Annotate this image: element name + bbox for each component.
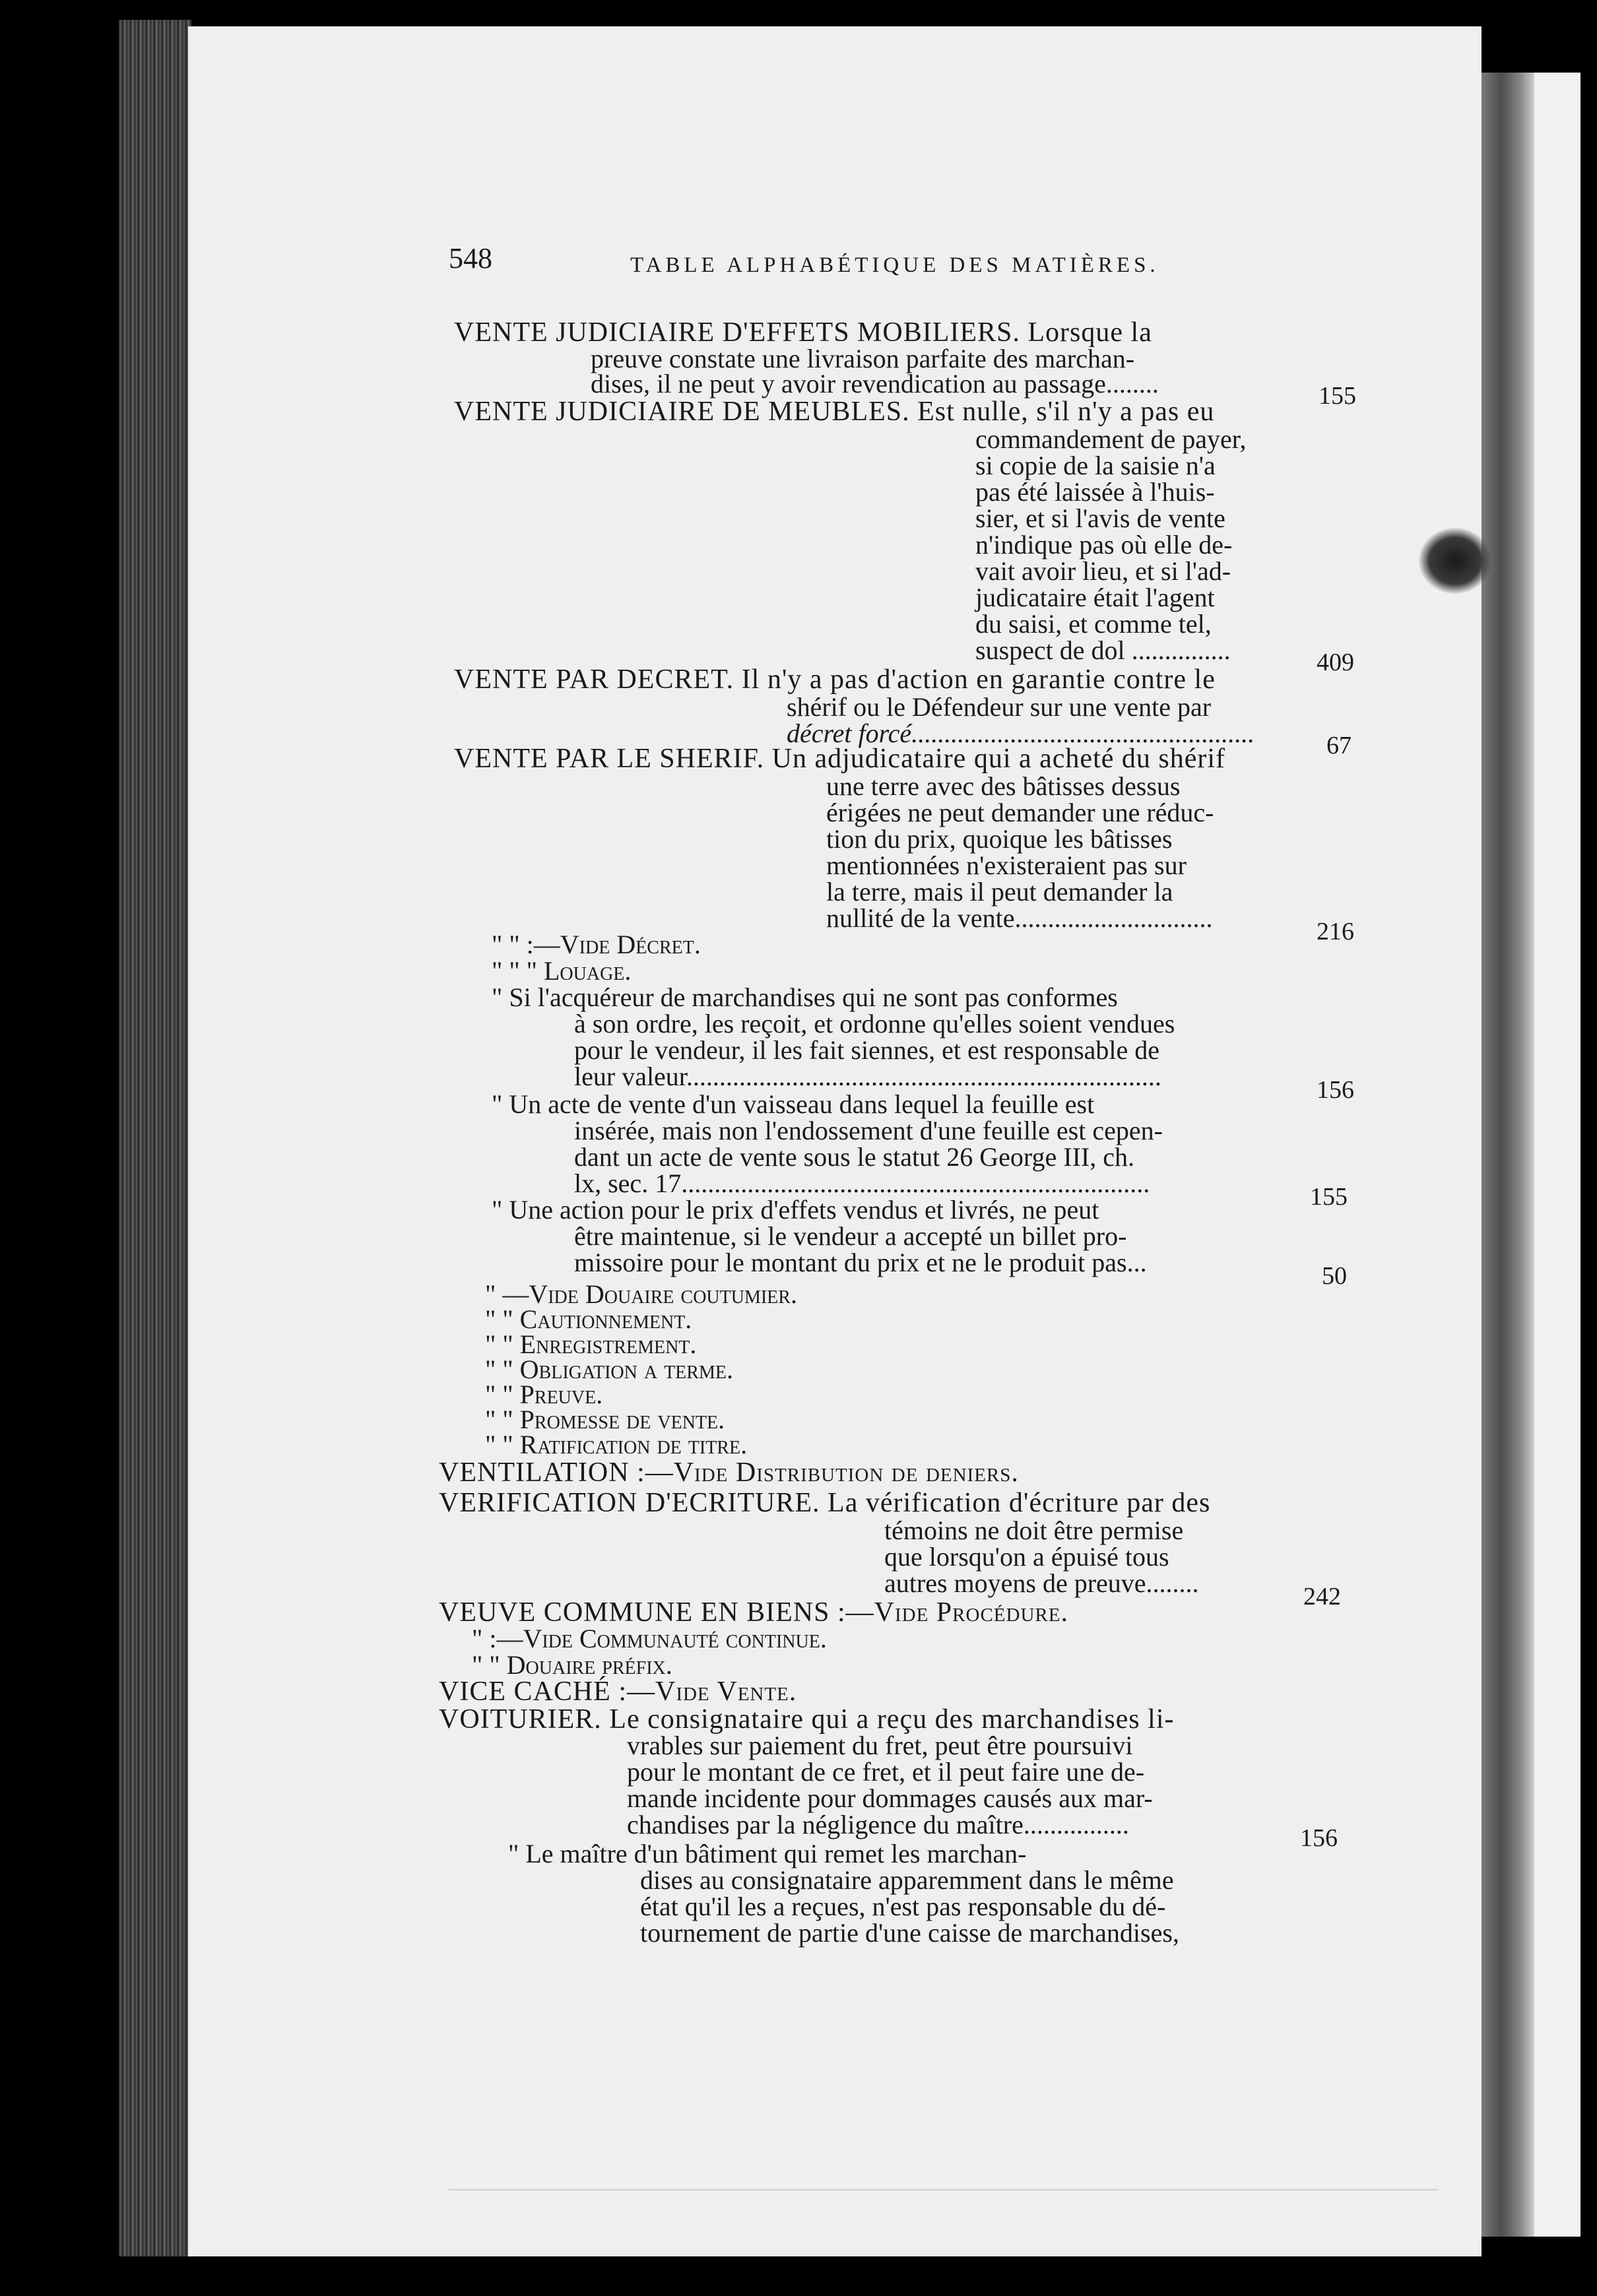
- entry-text-line: " Un acte de vente d'un vaisseau dans lequel la feuille est: [492, 1089, 1095, 1119]
- page-reference: 409: [1317, 649, 1354, 676]
- entry-text-line: état qu'il les a reçues, n'est pas responsable du dé-: [640, 1892, 1166, 1921]
- page-reference: 155: [1319, 382, 1356, 410]
- entry-text-line: tournement de partie d'une caisse de marchandises,: [640, 1918, 1179, 1948]
- entry-text-line: judicataire était l'agent: [975, 583, 1215, 612]
- entry-text-line: érigées ne peut demander une réduc-: [826, 798, 1214, 827]
- page-number: 548: [449, 242, 492, 274]
- entry-text-line: sier, et si l'avis de vente: [975, 503, 1225, 533]
- entry-heading-line: VOITURIER. Le consignataire qui a reçu des marchandises li-: [439, 1704, 1175, 1735]
- entry-text-line: shérif ou le Défendeur sur une vente par: [787, 692, 1212, 722]
- entry-text-line: " Une action pour le prix d'effets vendus et livrés, ne peut: [492, 1195, 1099, 1225]
- entry-text-line: pour le vendeur, il les fait siennes, et est responsable de: [574, 1035, 1160, 1065]
- entry-text-line: suspect de dol ...............: [975, 635, 1231, 665]
- page-reference: 156: [1300, 1824, 1338, 1852]
- cross-reference-line: " " Cautionnement.: [485, 1304, 692, 1334]
- cross-reference-line: " —Vide Douaire coutumier.: [485, 1279, 797, 1309]
- entry-heading-line: VENTE PAR DECRET. Il n'y a pas d'action en garantie contre le: [454, 664, 1216, 695]
- entry-text-line: que lorsqu'on a épuisé tous: [884, 1542, 1169, 1572]
- cross-reference-line: " :—Vide Communauté continue.: [472, 1624, 827, 1653]
- entry-text-line: mande incidente pour dommages causés aux mar-: [627, 1783, 1153, 1813]
- page-reference: 156: [1317, 1076, 1354, 1104]
- entry-text-line: autres moyens de preuve........: [884, 1568, 1199, 1598]
- running-title: TABLE ALPHABÉTIQUE DES MATIÈRES.: [630, 253, 1159, 277]
- entry-text-line: si copie de la saisie n'a: [975, 451, 1216, 480]
- page-fold-shadow: [1482, 73, 1534, 2237]
- page-bottom-rule: [449, 2189, 1439, 2190]
- entry-text-line: " Si l'acquéreur de marchandises qui ne sont pas conformes: [492, 982, 1118, 1012]
- entry-heading-line: VEUVE COMMUNE EN BIENS :—Vide Procédure.: [439, 1597, 1068, 1628]
- entry-text-line: n'indique pas où elle de-: [975, 530, 1233, 559]
- cross-reference-line: " " Obligation a terme.: [485, 1355, 733, 1384]
- entry-text-line: missoire pour le montant du prix et ne le produit pas...: [574, 1248, 1147, 1277]
- entry-text-line: chandises par la négligence du maître................: [627, 1810, 1129, 1839]
- ink-blot: [1419, 528, 1491, 594]
- page-reference: 242: [1303, 1583, 1341, 1610]
- entry-text-line: tion du prix, quoique les bâtisses: [826, 824, 1173, 854]
- entry-text-line: dant un acte de vente sous le statut 26 George III, ch.: [574, 1142, 1134, 1172]
- entry-heading-line: VICE CACHÉ :—Vide Vente.: [439, 1676, 797, 1707]
- book-spine: [119, 20, 191, 2256]
- entry-heading-line: VENTE PAR LE SHERIF. Un adjudicataire qui a acheté du shérif: [454, 744, 1226, 774]
- entry-text-line: témoins ne doit être permise: [884, 1515, 1184, 1545]
- entry-heading-line: VENTE JUDICIAIRE DE MEUBLES. Est nulle, s'il n'y a pas eu: [454, 397, 1215, 427]
- entry-text-line: mentionnées n'existeraient pas sur: [826, 850, 1187, 880]
- entry-text-line: la terre, mais il peut demander la: [826, 877, 1173, 907]
- page-reference: 50: [1322, 1262, 1347, 1290]
- entry-text-line: à son ordre, les reçoit, et ordonne qu'elles soient vendues: [574, 1009, 1175, 1038]
- entry-heading-line: VENTE JUDICIAIRE D'EFFETS MOBILIERS. Lorsque la: [454, 317, 1152, 348]
- entry-text-line: leur valeur........................................................................: [574, 1062, 1161, 1091]
- entry-heading-line: VENTILATION :—Vide Distribution de deniers.: [439, 1457, 1019, 1488]
- entry-text-line: pas été laissée à l'huis-: [975, 477, 1215, 507]
- cross-reference-line: " " Promesse de vente.: [485, 1405, 725, 1434]
- entry-text-line: commandement de payer,: [975, 424, 1247, 454]
- entry-text-line: vait avoir lieu, et si l'ad-: [975, 556, 1231, 586]
- entry-text-line: insérée, mais non l'endossement d'une feuille est cepen-: [574, 1116, 1163, 1145]
- entry-text-line: dises au consignataire apparemment dans le même: [640, 1865, 1174, 1895]
- cross-reference-line: " " Ratification de titre.: [485, 1430, 748, 1459]
- page-reference: 216: [1317, 918, 1354, 945]
- cross-reference-line: " " :—Vide Décret.: [492, 930, 701, 959]
- entry-text-line: lx, sec. 17.......................................................................: [574, 1168, 1150, 1198]
- page-reference: 155: [1310, 1183, 1348, 1211]
- entry-text-line: dises, il ne peut y avoir revendication au passage........: [591, 369, 1159, 399]
- cross-reference-line: " " Preuve.: [485, 1380, 603, 1409]
- entry-text-line: décret forcé....................................................: [787, 718, 1255, 748]
- entry-text-line: pour le montant de ce fret, et il peut faire une de-: [627, 1757, 1145, 1787]
- entry-text-line: vrables sur paiement du fret, peut être poursuivi: [627, 1731, 1133, 1760]
- entry-text-line: une terre avec des bâtisses dessus: [826, 771, 1181, 801]
- cross-reference-line: " " " Louage.: [492, 956, 632, 986]
- page-reference: 67: [1326, 732, 1352, 759]
- entry-text-line: preuve constate une livraison parfaite des marchan-: [591, 344, 1135, 373]
- entry-text-line: être maintenue, si le vendeur a accepté un billet pro-: [574, 1221, 1127, 1251]
- entry-text-line: " Le maître d'un bâtiment qui remet les marchan-: [508, 1839, 1027, 1868]
- cross-reference-line: " " Douaire préfix.: [472, 1650, 672, 1680]
- cross-reference-line: " " Enregistrement.: [485, 1329, 697, 1359]
- entry-text-line: du saisi, et comme tel,: [975, 609, 1212, 639]
- entry-text-line: nullité de la vente..............................: [826, 903, 1213, 933]
- next-page-edge: [1534, 73, 1581, 2237]
- entry-heading-line: VERIFICATION D'ECRITURE. La vérification d'écriture par des: [439, 1488, 1211, 1518]
